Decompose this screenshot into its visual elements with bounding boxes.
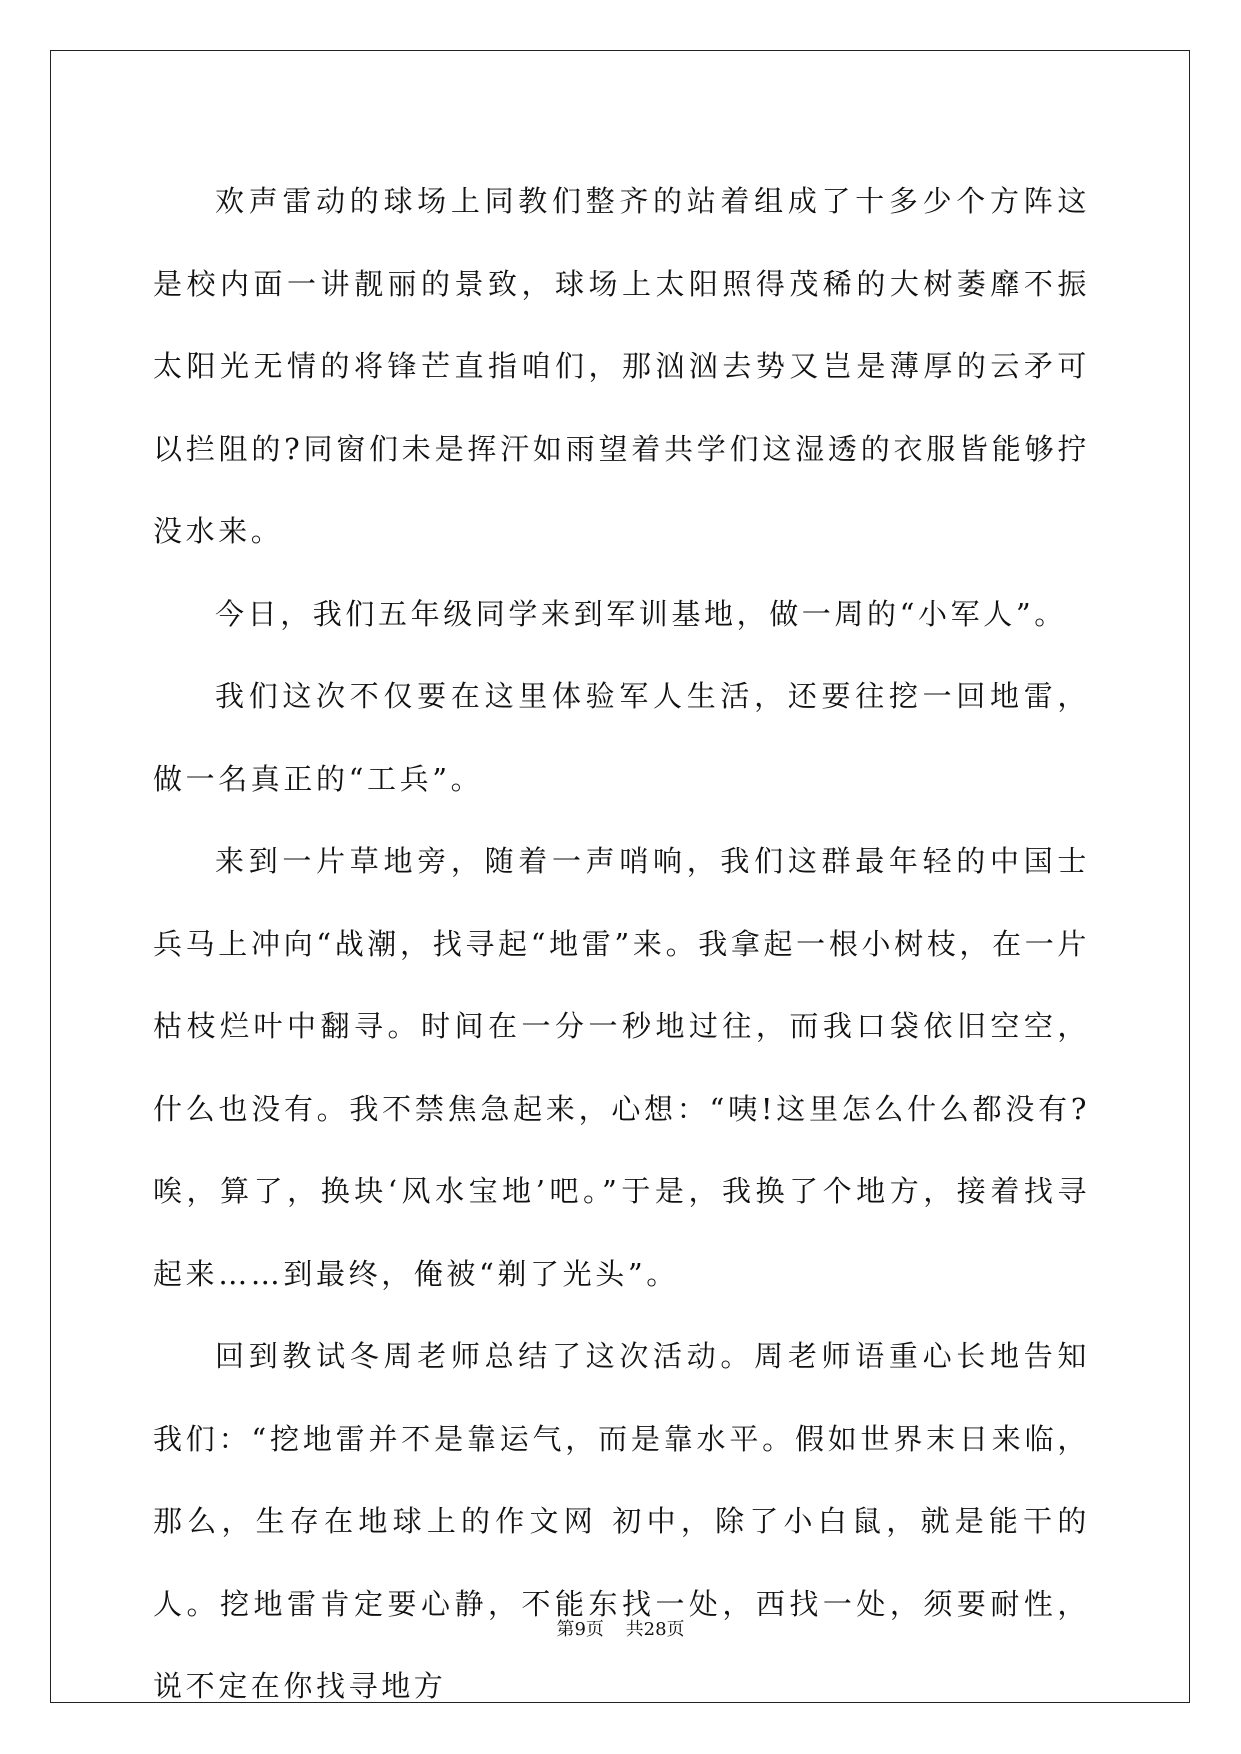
paragraph-4: 来到一片草地旁，随着一声哨响，我们这群最年轻的中国士兵马上冲向“战潮，找寻起“地雷”来。我拿起一根小树枝，在一片枯枝烂叶中翻寻。时间在一分一秒地过往，而我口袋依旧空空，什么也没有。我不禁焦急起来，心想：“咦!这里怎么什么都没有?唉，算了，换块‘风水宝地’吧。”于是，我换了个地方，接着找寻起来……到最终，俺被“剃了光头”。: [153, 844, 1090, 1291]
paragraph-1: 欢声雷动的球场上同教们整齐的站着组成了十多少个方阵这是校内面一讲靓丽的景致，球场上太阳照得茂稀的大树萎靡不振太阳光无情的将锋芒直指咱们，那汹汹去势又岂是薄厚的云矛可以拦阻的?同窗们未是挥汗如雨望着共学们这湿透的衣服皆能够拧没水来。: [153, 184, 1090, 548]
paragraph-3: 我们这次不仅要在这里体验军人生活，还要往挖一回地雷，做一名真正的“工兵”。: [153, 679, 1090, 796]
paragraph-2: 今日，我们五年级同学来到军训基地，做一周的“小军人”。: [215, 596, 1067, 631]
page-total: 共28页: [625, 1619, 685, 1640]
paragraph-5: 回到教试冬周老师总结了这次活动。周老师语重心长地告知我们：“挖地雷并不是靠运气，而是靠水平。假如世界末日来临，那么，生存在地球上的作文网 初中，除了小白鼠，就是能干的人。挖地雷肯定要心静，不能东找一处，西找一处，须要耐性，说不定在你找寻地方: [153, 1339, 1090, 1703]
page-number: 第9页: [556, 1619, 604, 1640]
page-footer: [0, 1618, 1241, 1642]
document-body: [153, 160, 1090, 1728]
